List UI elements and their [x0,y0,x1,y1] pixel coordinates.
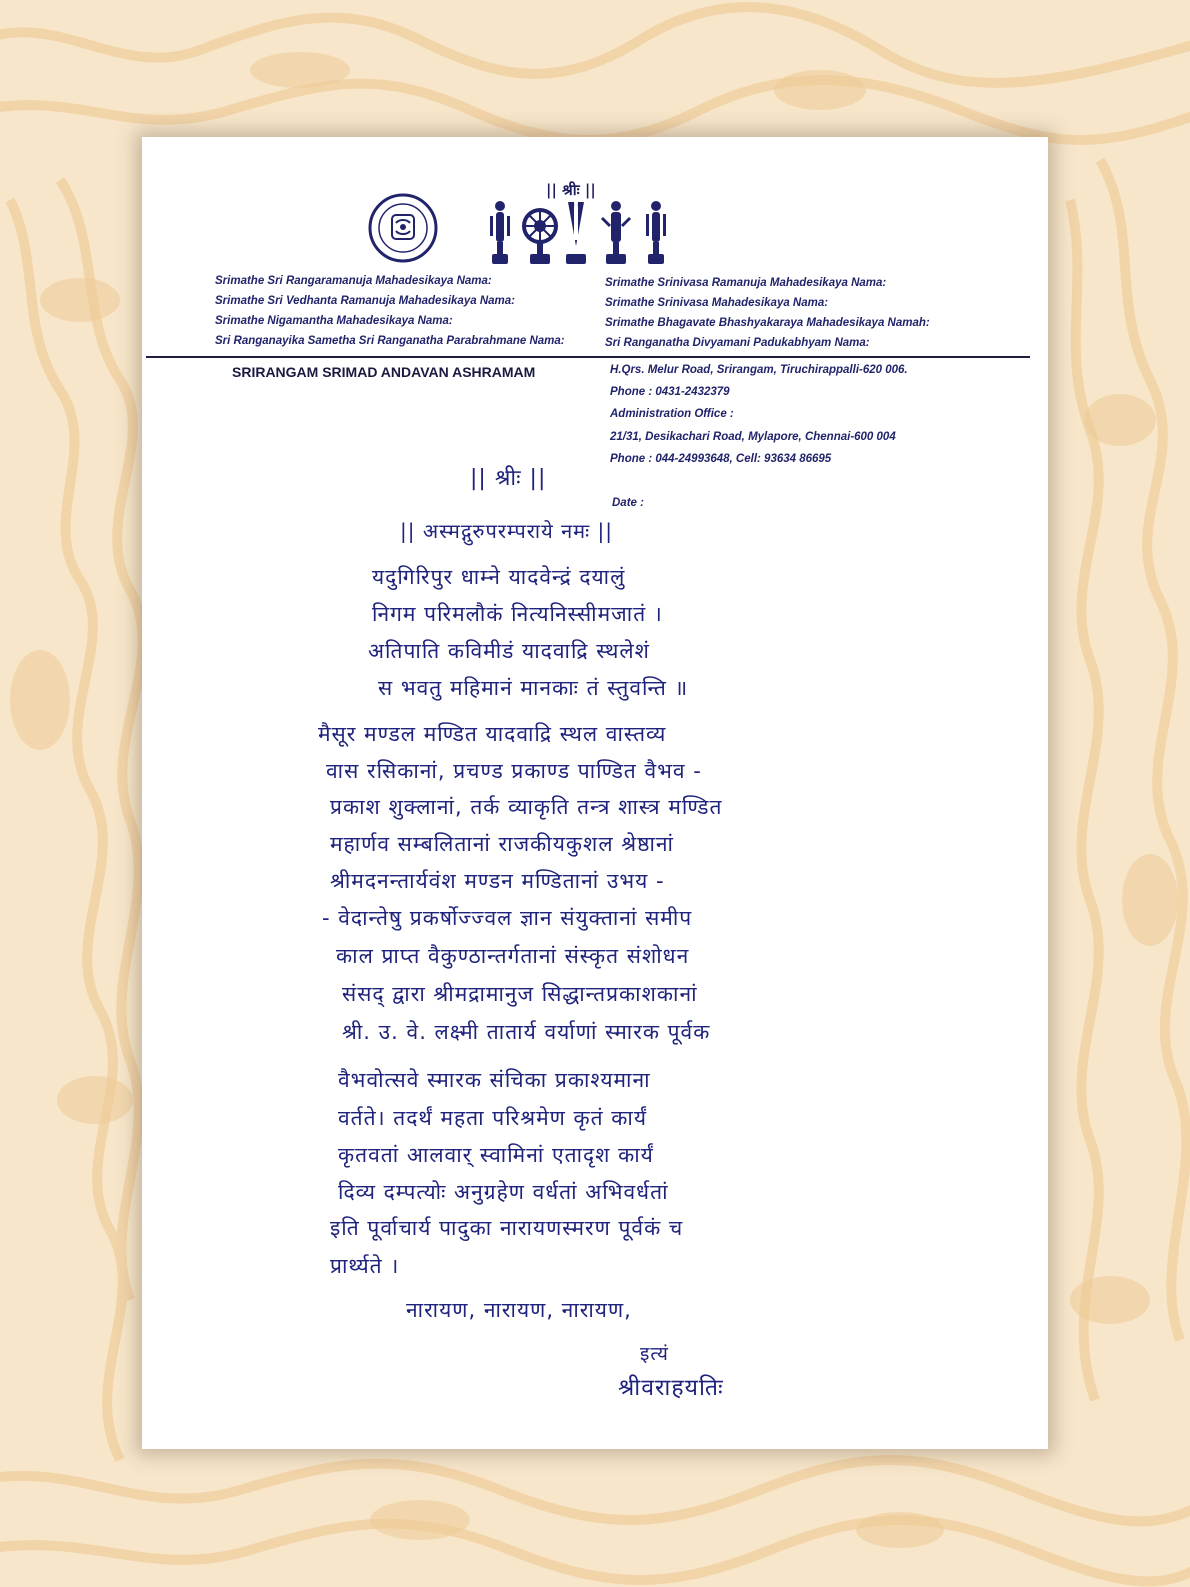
address-line: H.Qrs. Melur Road, Srirangam, Tiruchirappalli-620 006. [610,364,908,376]
date-label: Date : [612,497,644,509]
signature-prefix: इत्यं [640,1343,669,1365]
letterhead-divider [146,356,1030,358]
left-invocation-line: Sri Ranganayika Sametha Sri Ranganatha Parabrahmane Nama: [215,335,565,347]
verse-line: स भवतु महिमानं मानकाः तं स्तुवन्ति ॥ [378,676,689,700]
body-line: प्रकाश शुक्लानां, तर्क व्याकृति तन्त्र शास्त्र मण्डित [330,795,723,819]
letterhead-invocation: || श्रीः || [546,181,596,199]
admin-office-label: Administration Office : [610,408,734,420]
left-invocation-line: Srimathe Nigamantha Mahadesikaya Nama: [215,315,453,327]
right-invocation-line: Srimathe Srinivasa Mahadesikaya Nama: [605,297,829,309]
phone-line: Phone : 0431-2432379 [610,386,730,398]
body-line: वर्तते। तदर्थं महता परिश्रमेण कृतं कार्यं [338,1106,648,1130]
body-line: दिव्य दम्पत्योः अनुग्रहेण वर्धतां अभिवर्धतां [338,1180,669,1204]
body-line: - वेदान्तेषु प्रकर्षोज्ज्वल ज्ञान संयुक्तानां समीप [322,906,693,930]
body-line: काल प्राप्त वैकुण्ठान्तर्गतानां संस्कृत संशोधन [336,944,690,968]
body-line: प्रार्थ्यते । [330,1254,400,1278]
body-line: कृतवतां आलवार् स्वामिनां एतादृश कार्यं [338,1143,654,1167]
verse-line: यदुगिरिपुर धाम्ने यादवेन्द्रं दयालुं [372,565,626,589]
verse-line: निगम परिमलौकं नित्यनिस्सीमजातं । [372,602,663,626]
admin-address-line: 21/31, Desikachari Road, Mylapore, Chennai-600 004 [610,431,896,443]
right-invocation-line: Sri Ranganatha Divyamani Padukabhyam Nama: [605,337,870,349]
body-line: वास रसिकानां, प्रचण्ड प्रकाण्ड पाण्डित वैभव - [326,759,702,783]
body-line: संसद् द्वारा श्रीमद्रामानुज सिद्धान्तप्रकाशकानां [342,982,698,1006]
body-line: वैभवोत्सवे स्मारक संचिका प्रकाश्यमाना [338,1068,651,1092]
signature: श्रीवराहयतिः [618,1375,724,1401]
ashram-seal-logo [368,193,438,263]
right-invocation-line: Srimathe Bhagavate Bhashyakaraya Mahadesikaya Namah: [605,317,930,329]
closing-line: नारायण, नारायण, नारायण, [406,1298,632,1322]
left-invocation-line: Srimathe Sri Vedhanta Ramanuja Mahadesikaya Nama: [215,295,515,307]
right-invocation-line: Srimathe Srinivasa Ramanuja Mahadesikaya Nama: [605,277,887,289]
admin-phone-line: Phone : 044-24993648, Cell: 93634 86695 [610,453,832,465]
body-line: महार्णव सम्बलितानां राजकीयकुशल श्रेष्ठानां [330,832,674,856]
body-line: श्रीमदनन्तार्यवंश मण्डन मण्डितानां उभय - [330,869,665,893]
letter-invocation: || श्रीः || [470,466,547,491]
salutation-line: || अस्मद्गुरुपरम्पराये नमः || [400,519,614,543]
organization-name: SRIRANGAM SRIMAD ANDAVAN ASHRAMAM [232,364,536,380]
left-invocation-line: Srimathe Sri Rangaramanuja Mahadesikaya Nama: [215,275,492,287]
body-line: श्री. उ. वे. लक्ष्मी तातार्य वर्याणां स्मारक पूर्वक [342,1020,711,1044]
body-line: इति पूर्वाचार्य पादुका नारायणस्मरण पूर्वकं च [330,1216,684,1240]
deity-icons [480,196,680,268]
verse-line: अतिपाति कविमीडं यादवाद्रि स्थलेशं [368,639,650,663]
body-line: मैसूर मण्डल मण्डित यादवाद्रि स्थल वास्तव्य [318,722,667,746]
